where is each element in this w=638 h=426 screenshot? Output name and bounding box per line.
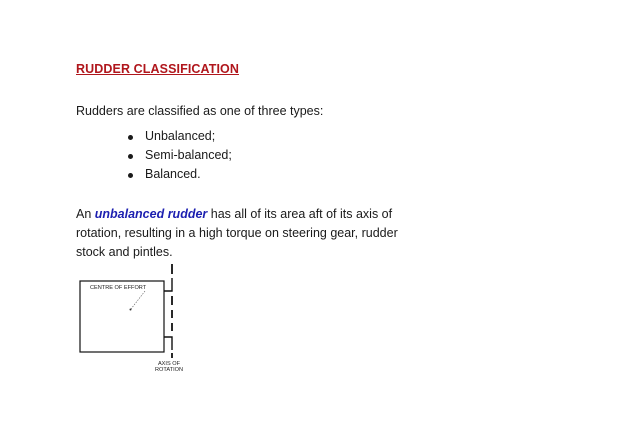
list-item-label: Unbalanced; [145, 129, 216, 143]
rudder-outline [80, 281, 164, 352]
centre-of-effort-label: CENTRE OF EFFORT [90, 285, 147, 291]
lower-pintle-bracket [164, 337, 172, 350]
list-item-label: Balanced. [145, 167, 201, 181]
axis-label-line1: AXIS OF [157, 361, 181, 367]
para-text-after: has all of its area aft of its axis of rotation, resulting in a high torque on steering gear, rudder stock and pintles. [76, 207, 398, 259]
list-item-label: Semi-balanced; [145, 148, 232, 162]
upper-pintle-bracket [164, 278, 172, 291]
unbalanced-rudder-term: unbalanced rudder [94, 207, 208, 221]
para-text-before: An [76, 207, 95, 221]
centre-pointer-line [131, 291, 145, 309]
page-heading: RUDDER CLASSIFICATION [76, 62, 239, 76]
axis-label-line2: ROTATION [154, 367, 184, 373]
centre-of-effort-dot [130, 309, 132, 311]
intro-text: Rudders are classified as one of three types: [76, 104, 324, 118]
